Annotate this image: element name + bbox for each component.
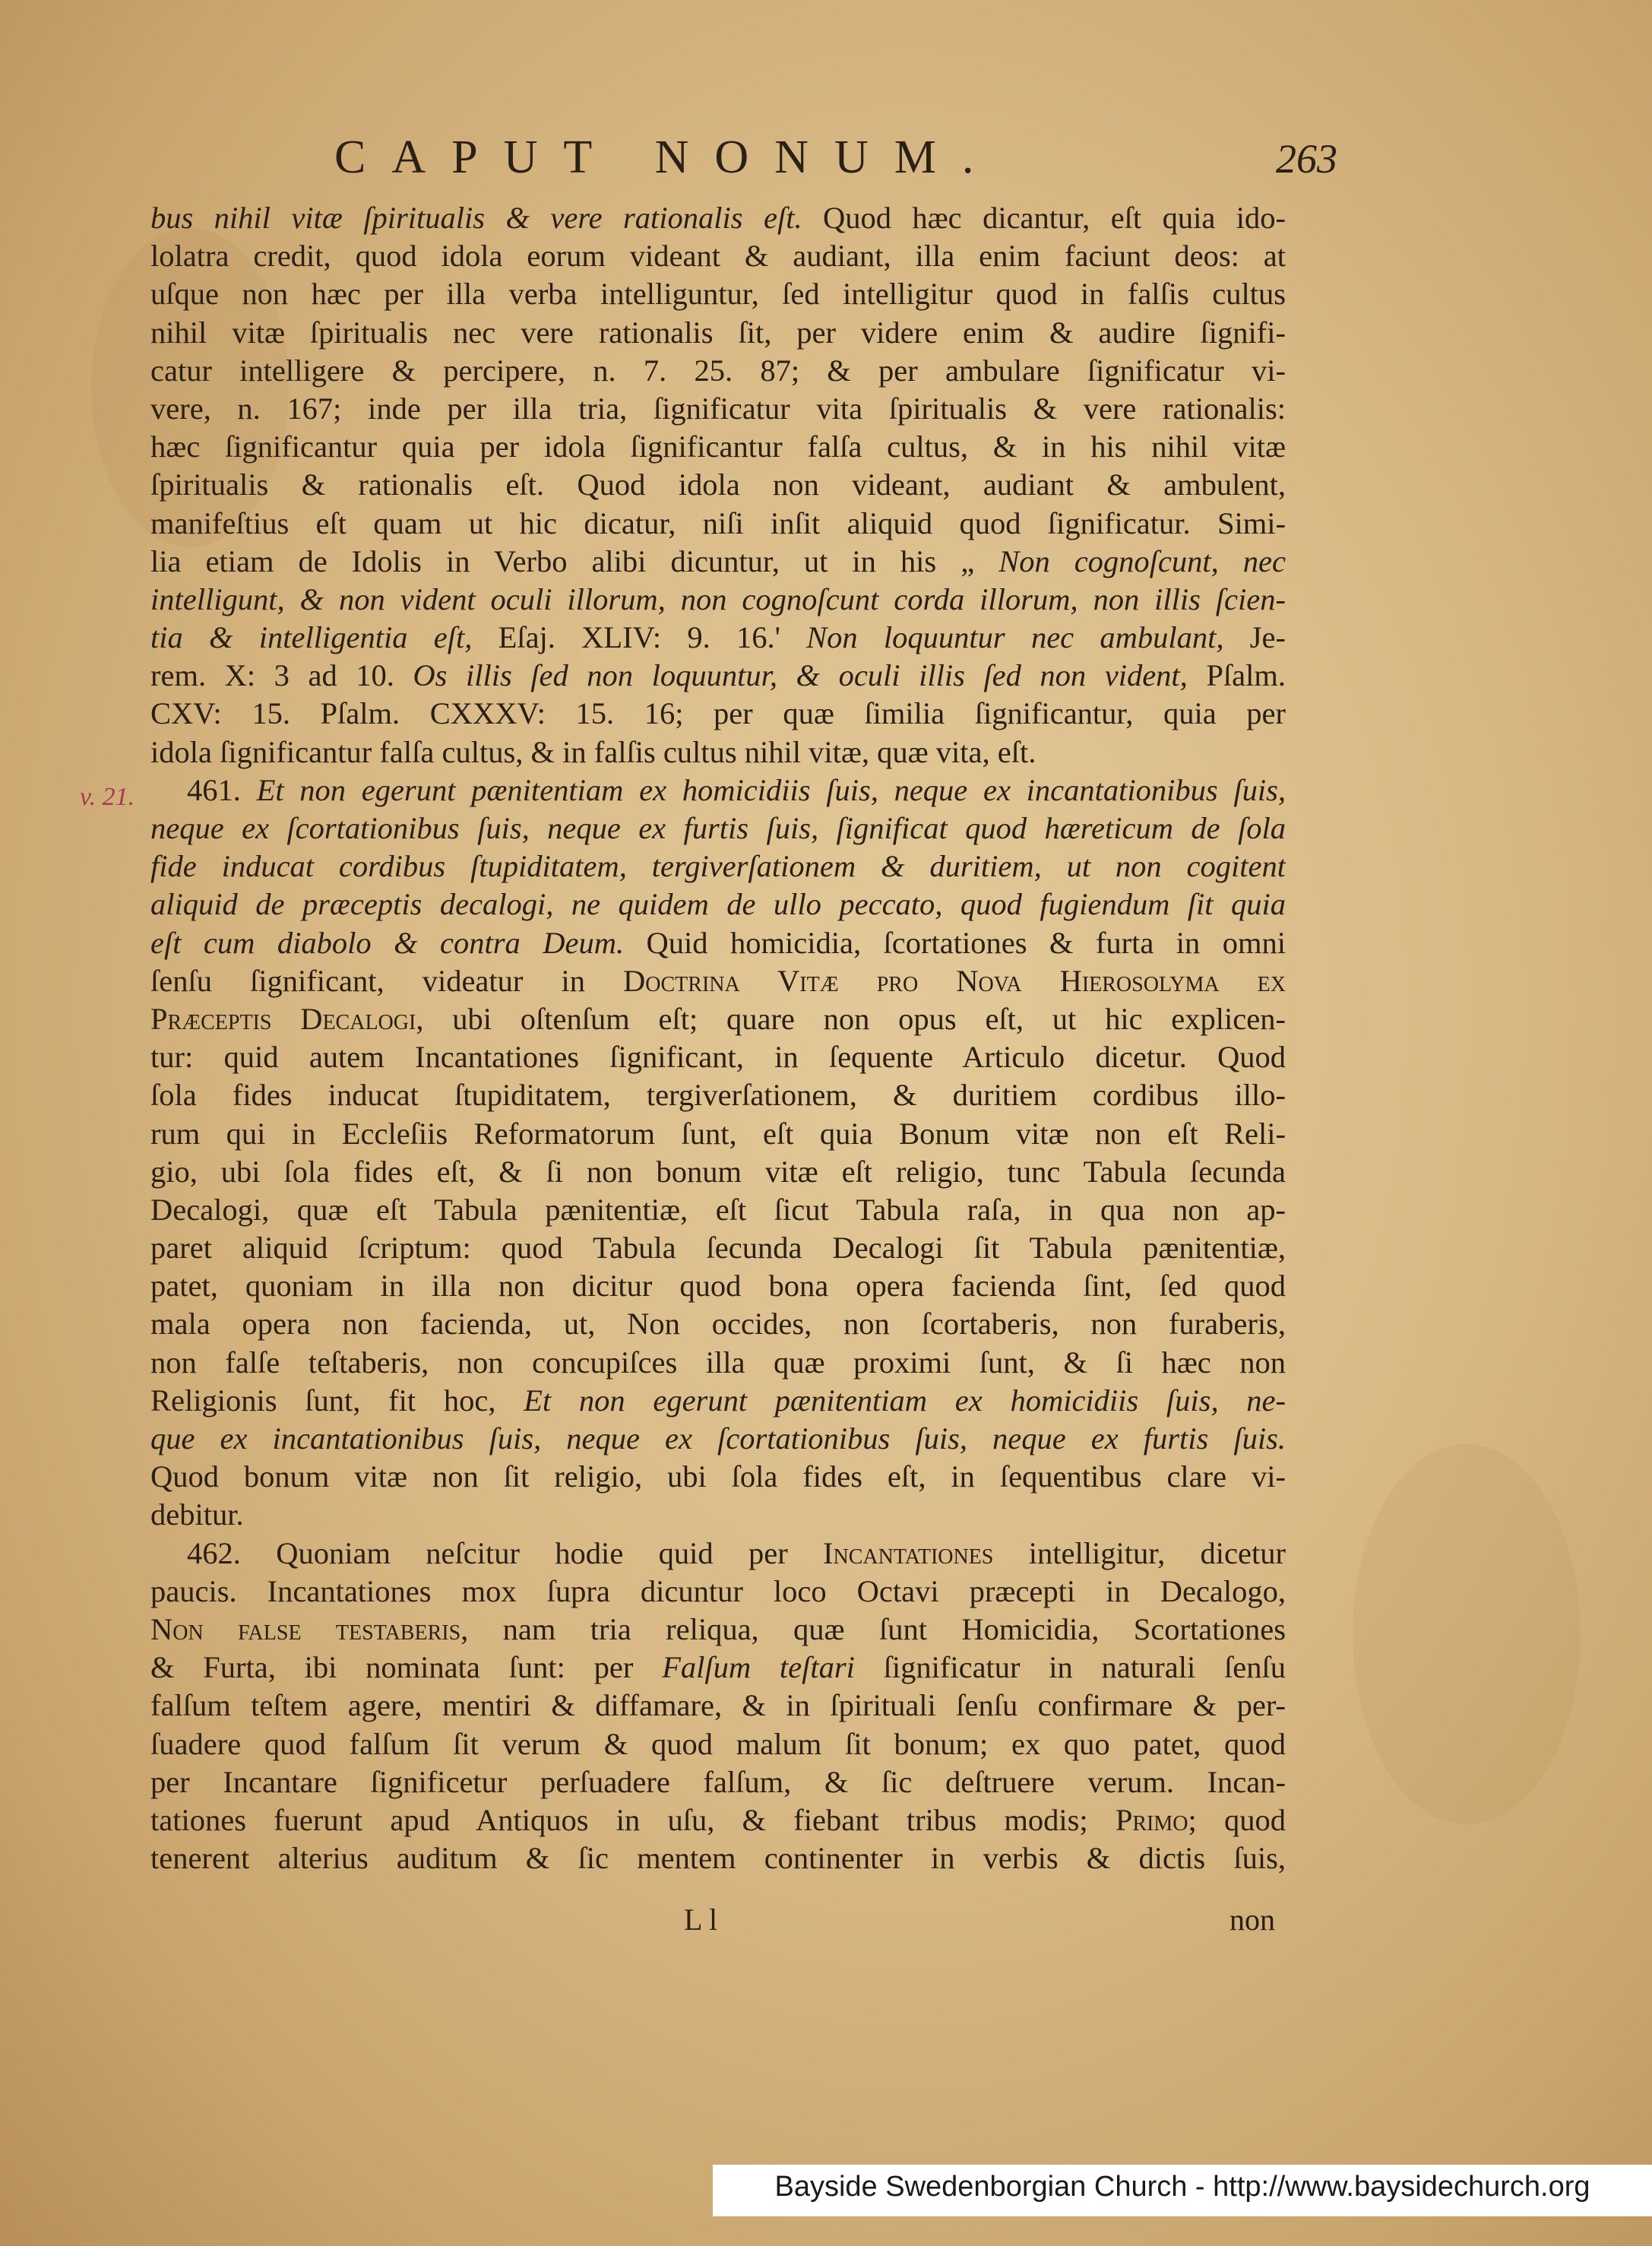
text-segment: Quod hæc dicantur, eſt quia ido- (802, 201, 1286, 235)
text-segment: non falſe teſtaberis, non concupiſces illa quæ proximi ſunt, & ſi hæc non (150, 1345, 1286, 1380)
text-segment: Eſaj. XLIV: 9. 16.' (472, 620, 807, 655)
text-segment: mala opera non facienda, ut, Non occides, non ſcortaberis, non furaberis, (150, 1307, 1286, 1342)
text-segment: Primo (1115, 1802, 1188, 1837)
text-segment: ubi oſtenſum eſt; quare non opus eſt, ut hic explicen- (423, 1001, 1286, 1036)
text-line (150, 1535, 1286, 1573)
text-line (150, 1305, 1286, 1343)
page-number: 263 (1276, 136, 1337, 182)
text-segment: & Furta, ibi nominata ſunt: per (150, 1650, 663, 1685)
text-segment: ſignificatur in naturali ſenſu (854, 1650, 1286, 1685)
text-line (150, 657, 1286, 695)
text-segment: Non cognoſcunt, nec (998, 543, 1286, 578)
text-segment: vere, n. 167; inde per illa tria, ſignificatur vita ſpiritualis & vere rationalis: (150, 391, 1286, 426)
text-line (150, 1725, 1286, 1763)
text-line (150, 581, 1286, 619)
text-line (150, 1687, 1286, 1725)
text-line (150, 1649, 1286, 1687)
text-segment: Pſalm. (1187, 658, 1286, 693)
margin-note: v. 21. (80, 783, 135, 811)
text-line (150, 771, 1286, 809)
text-line (150, 505, 1286, 543)
text-segment: que ex incantationibus ſuis, neque ex ſcortationibus ſuis, neque ex furtis ſuis. (150, 1421, 1286, 1456)
text-line (150, 619, 1286, 657)
catchword: non (1230, 1902, 1275, 1937)
text-line (150, 1420, 1286, 1458)
text-segment: Decalogi, quæ eſt Tabula pænitentiæ, eſt ſicut Tabula raſa, in qua non ap- (150, 1192, 1286, 1227)
text-segment: paret aliquid ſcriptum: quod Tabula ſecunda Decalogi ſit Tabula pænitentiæ, (150, 1231, 1286, 1266)
text-line (150, 1801, 1286, 1839)
text-line (150, 1267, 1286, 1305)
text-segment: ſpiritualis & rationalis eſt. Quod idola non videant, audiant & ambulent, (150, 467, 1286, 502)
text-segment: patet, quoniam in illa non dicitur quod bona opera facienda ſint, ſed quod (150, 1269, 1286, 1304)
text-segment: intelligitur, dicetur (993, 1535, 1286, 1570)
text-line (150, 924, 1286, 962)
text-segment: tur: quid autem Incantationes ſignificant, in ſequente Articulo dicetur. Quod (150, 1040, 1286, 1075)
text-line (150, 1076, 1286, 1114)
text-segment: per Incantare ſignificetur perſuadere falſum, & ſic deſtruere verum. Incan- (150, 1764, 1286, 1799)
text-segment: lia etiam de Idolis in Verbo alibi dicuntur, ut in his „ (150, 543, 999, 578)
text-line (150, 1191, 1286, 1229)
text-line (150, 237, 1286, 275)
text-line (150, 428, 1286, 466)
text-segment: 462. Quoniam neſcitur hodie quid per (187, 1535, 824, 1570)
text-segment: eſt cum diabolo & contra Deum. (150, 925, 625, 960)
text-segment: 461. (187, 772, 257, 807)
text-segment: Religionis ſunt, fit hoc, (150, 1383, 524, 1418)
text-segment: Quid homicidia, ſcortationes & furta in omni (624, 925, 1286, 960)
text-segment: catur intelligere & percipere, n. 7. 25. 87; & per ambulare ſignificatur vi- (150, 353, 1286, 388)
text-segment: tenerent alterius auditum & ſic mentem continenter in verbis & dictis ſuis, (150, 1841, 1286, 1876)
text-line (150, 1611, 1286, 1649)
text-segment: lolatra credit, quod idola eorum videant & audiant, illa enim faciunt deos: at (150, 239, 1286, 274)
text-segment: tia & intelligentia eſt, (150, 620, 473, 655)
text-segment: Falſum teſtari (662, 1650, 855, 1685)
text-segment: debitur. (150, 1497, 244, 1532)
text-line (150, 695, 1286, 733)
watermark-banner (713, 2165, 1652, 2216)
text-segment: gio, ubi ſola fides eſt, & ſi non bonum vitæ eſt religio, tunc Tabula ſecunda (150, 1154, 1286, 1189)
text-line (150, 962, 1286, 1000)
text-segment: ſenſu ſignificant, videatur in (150, 963, 624, 998)
text-segment: ſuadere quod falſum ſit verum & quod malum ſit bonum; ex quo patet, quod (150, 1726, 1286, 1761)
text-line (150, 352, 1286, 390)
text-line (150, 1763, 1286, 1801)
text-segment: uſque non hæc per illa verba intelliguntur, ſed intelligitur quod in falſis cultus (150, 277, 1286, 312)
text-segment: rem. X: 3 ad 10. (150, 658, 413, 693)
text-line (150, 1115, 1286, 1153)
text-line (150, 314, 1286, 352)
text-segment: tationes fuerunt apud Antiquos in uſu, & fiebant tribus modis; (150, 1802, 1116, 1837)
text-line (150, 1038, 1286, 1076)
text-line (150, 847, 1286, 885)
text-line (150, 1839, 1286, 1877)
text-line (150, 466, 1286, 504)
text-line (150, 1382, 1286, 1420)
text-segment: Incantationes (823, 1535, 994, 1570)
running-title: CAPUT NONUM. (334, 131, 1000, 183)
text-line (150, 1000, 1286, 1038)
text-segment: bus nihil vitæ ſpiritualis & vere rationalis eſt. (150, 201, 802, 235)
text-line (150, 390, 1286, 428)
text-line (150, 543, 1286, 581)
text-segment: Os illis ſed non loquuntur, & oculi illis ſed non vident, (413, 658, 1188, 693)
body-text (150, 199, 1286, 1877)
text-segment: ; quod (1188, 1802, 1286, 1837)
text-line (150, 199, 1286, 237)
text-segment: Je- (1223, 620, 1286, 655)
text-segment: aliquid de præceptis decalogi, ne quidem de ullo peccato, quod fugiendum ſit quia (150, 887, 1286, 922)
text-segment: falſum teſtem agere, mentiri & diffamare, & in ſpirituali ſenſu confirmare & per- (150, 1688, 1286, 1723)
text-segment: fide inducat cordibus ſtupiditatem, tergiverſationem & duritiem, ut non cogitent (150, 849, 1286, 884)
text-segment: Et non egerunt pænitentiam ex homicidiis ſuis, neque ex incantationibus ſuis, (256, 772, 1286, 807)
text-line (150, 885, 1286, 923)
text-segment: manifeſtius eſt quam ut hic dicatur, niſi inſit aliquid quod ſignificatur. Simi- (150, 505, 1286, 540)
text-segment: idola ſignificantur falſa cultus, & in falſis cultus nihil vitæ, quæ vita, eſt. (150, 734, 1036, 769)
text-segment: Præceptis Decalogi, (150, 1001, 424, 1036)
watermark-text: Bayside Swedenborgian Church - http://www.baysidechurch.org (774, 2171, 1590, 2203)
text-segment: rum qui in Eccleſiis Reformatorum ſunt, eſt quia Bonum vitæ non eſt Reli- (150, 1116, 1286, 1151)
text-segment: paucis. Incantationes mox ſupra dicuntur loco Octavi præcepti in Decalogo, (150, 1573, 1286, 1608)
text-line (150, 809, 1286, 847)
text-segment: nihil vitæ ſpiritualis nec vere rationalis ſit, per videre enim & audire ſignifi- (150, 315, 1286, 350)
text-segment: ſola fides inducat ſtupiditatem, tergiverſationem, & duritiem cordibus illo- (150, 1078, 1286, 1113)
text-line (150, 1153, 1286, 1191)
text-line (150, 1496, 1286, 1534)
text-segment: intelligunt, & non vident oculi illorum, non cognoſcunt corda illorum, non illis ſcien- (150, 581, 1286, 616)
text-segment: hæc ſignificantur quia per idola ſignificantur falſa cultus, & in his nihil vitæ (150, 429, 1286, 464)
text-line (150, 1458, 1286, 1496)
text-line (150, 733, 1286, 771)
text-line (150, 275, 1286, 313)
text-segment: Doctrina Vitæ pro Nova Hierosolyma ex (623, 963, 1286, 998)
page-header (334, 131, 1337, 192)
text-line (150, 1344, 1286, 1382)
paper-stain (1353, 1444, 1581, 1824)
text-segment: Non false testaberis, (150, 1611, 469, 1646)
signature-mark: L l (684, 1902, 718, 1937)
text-segment: Et non egerunt pænitentiam ex homicidiis ſuis, ne- (524, 1383, 1286, 1418)
text-segment: CXV: 15. Pſalm. CXXXV: 15. 16; per quæ ſimilia ſignificantur, quia per (150, 696, 1286, 731)
text-segment: Quod bonum vitæ non ſit religio, ubi ſola fides eſt, in ſequentibus clare vi- (150, 1459, 1286, 1494)
text-segment: Non loquuntur nec ambulant, (806, 620, 1224, 655)
text-segment: neque ex ſcortationibus ſuis, neque ex furtis ſuis, ſignificat quod hæreticum de ſola (150, 811, 1286, 845)
text-segment: nam tria reliqua, quæ ſunt Homicidia, Scortationes (468, 1611, 1286, 1646)
text-line (150, 1229, 1286, 1267)
text-line (150, 1573, 1286, 1611)
